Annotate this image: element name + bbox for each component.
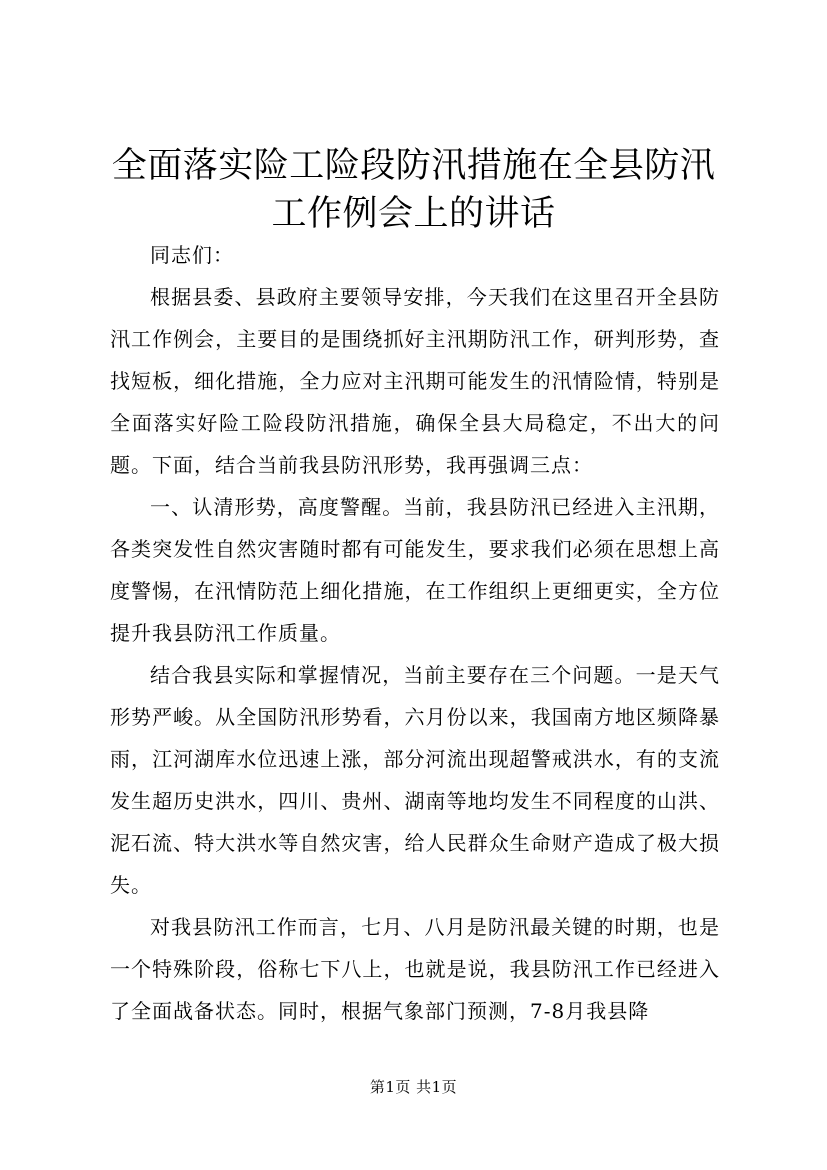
salutation: 同志们： [150, 243, 234, 267]
document-title: 全面落实险工险段防汛措施在全县防汛工作例会上的讲话 [111, 146, 716, 234]
paragraph-problems: 结合我县实际和掌握情况，当前主要存在三个问题。一是天气形势严峻。从全国防汛形势看，六月份以来，我国南方地区频降暴雨，江河湖库水位迅速上涨，部分河流出现超警戒洪水，有的支流发生超历史洪水，四川、贵州、湖南等地均发生不同程度的山洪、泥石流、特大洪水等自然灾害，给人民群众生命财产造成了极大损失。 [110, 663, 720, 897]
page-footer: 第1页 共1页 [369, 1078, 458, 1096]
document-body [110, 234, 720, 1032]
paragraph-point-one: 一、认清形势，高度警醒。当前，我县防汛已经进入主汛期，各类突发性自然灾害随时都有可能发生，要求我们必须在思想上高度警惕，在汛情防范上细化措施，在工作组织上更细更实，全方位提升我县防汛工作质量。 [110, 495, 720, 645]
paragraph-intro: 根据县委、县政府主要领导安排，今天我们在这里召开全县防汛工作例会，主要目的是围绕抓好主汛期防汛工作，研判形势，查找短板，细化措施，全力应对主汛期可能发生的汛情险情，特别是全面落实好险工险段防汛措施，确保全县大局稳定，不出大的问题。下面，结合当前我县防汛形势，我再强调三点： [110, 285, 720, 477]
paragraph-flood-season: 对我县防汛工作而言，七月、八月是防汛最关键的时期，也是一个特殊阶段，俗称七下八上，也就是说，我县防汛工作已经进入了全面战备状态。同时，根据气象部门预测，7-8月我县降 [110, 915, 720, 1023]
